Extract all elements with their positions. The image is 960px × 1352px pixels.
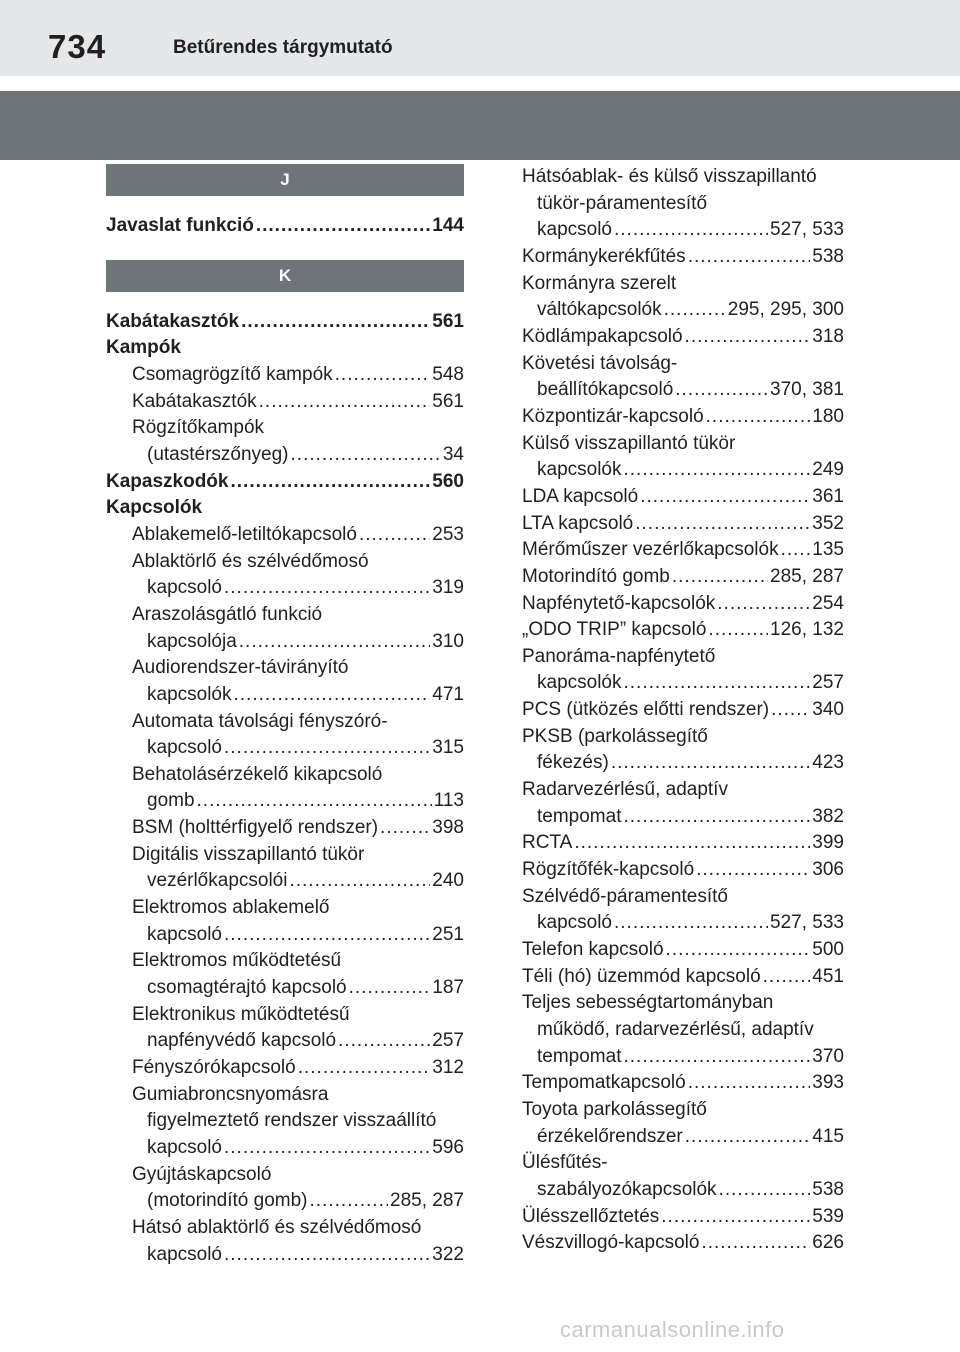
entry-text: (utastérszőnyeg) bbox=[147, 443, 289, 465]
index-entry bbox=[106, 335, 464, 362]
entry-text: Elektromos ablakemelő bbox=[132, 897, 330, 919]
entry-text: váltókapcsolók bbox=[537, 299, 662, 321]
index-entry bbox=[106, 549, 464, 602]
page-ref: 251 bbox=[432, 923, 464, 945]
entry-text: Elektromos működtetésű bbox=[132, 950, 342, 972]
page-ref: 240 bbox=[432, 870, 464, 892]
entry-text: Digitális visszapillantó tükör bbox=[132, 843, 365, 865]
page-ref: 312 bbox=[432, 1057, 464, 1079]
entry-text: Fényszórókapcsoló bbox=[132, 1057, 296, 1079]
page-ref: 527, 533 bbox=[770, 219, 844, 241]
index-column-right bbox=[522, 164, 844, 1257]
page-ref: 180 bbox=[812, 405, 844, 427]
index-entry bbox=[522, 1204, 844, 1231]
page-ref: 253 bbox=[432, 523, 464, 545]
page-ref: 561 bbox=[432, 390, 464, 412]
entry-text: Behatolásérzékelő kikapcsoló bbox=[132, 763, 383, 785]
page-ref: 538 bbox=[812, 1178, 844, 1200]
entry-text: Kabátakasztók bbox=[132, 390, 257, 412]
page-ref: 370 bbox=[812, 1045, 844, 1067]
page-title: Betűrendes tárgymutató bbox=[173, 37, 393, 58]
entry-text: kapcsoló bbox=[147, 577, 222, 599]
page-ref: 295, 295, 300 bbox=[727, 299, 844, 321]
index-entry bbox=[106, 709, 464, 762]
index-entry bbox=[106, 815, 464, 842]
index-entry bbox=[106, 1215, 464, 1268]
page-ref: 135 bbox=[812, 539, 844, 561]
index-entry bbox=[522, 351, 844, 404]
entry-text: Hátsóablak- és külső visszapillantó bbox=[522, 166, 817, 187]
entry-text: Kampók bbox=[106, 337, 181, 359]
index-column-left bbox=[106, 164, 464, 1268]
page-ref: 257 bbox=[432, 1030, 464, 1052]
entry-text: kapcsoló bbox=[537, 912, 612, 934]
entry-text: Toyota parkolássegítő bbox=[522, 1098, 707, 1120]
index-entry bbox=[522, 591, 844, 618]
entry-text: fékezés) bbox=[537, 752, 609, 774]
entry-text: PKSB (parkolássegítő bbox=[522, 725, 708, 747]
page-ref: 113 bbox=[433, 790, 464, 812]
index-entry bbox=[522, 484, 844, 511]
index-entry bbox=[106, 469, 464, 496]
watermark: carmanualsonline.info bbox=[560, 1317, 785, 1342]
entry-text: Kapaszkodók bbox=[106, 470, 229, 492]
entry-text: figyelmeztető rendszer visszaállító bbox=[147, 1110, 437, 1132]
entry-text: (motorindító gomb) bbox=[147, 1190, 308, 1212]
entry-text: Rögzítőfék-kapcsoló bbox=[522, 859, 695, 881]
index-entry bbox=[522, 644, 844, 697]
index-entry bbox=[522, 244, 844, 271]
page-ref: 560 bbox=[432, 470, 464, 492]
page-ref: 249 bbox=[812, 459, 844, 481]
page-ref: 322 bbox=[432, 1243, 464, 1265]
page-ref: 471 bbox=[432, 683, 464, 705]
entry-text: kapcsolók bbox=[537, 672, 622, 694]
entry-text: LTA kapcsoló bbox=[522, 512, 634, 534]
index-entry: Kabátakasztók ..... 561 bbox=[106, 309, 464, 336]
entry-text: Kormányra szerelt bbox=[522, 272, 677, 294]
page-ref: 451 bbox=[812, 965, 844, 987]
page-ref: 423 bbox=[812, 752, 844, 774]
page-ref: 399 bbox=[812, 832, 844, 854]
entry-text: Külső visszapillantó tükör bbox=[522, 432, 736, 454]
page-ref: 306 bbox=[812, 859, 844, 881]
entry-text: Teljes sebességtartományban bbox=[522, 992, 774, 1014]
index-entry bbox=[106, 602, 464, 655]
page-ref: 319 bbox=[432, 577, 464, 599]
entry-text: LDA kapcsoló bbox=[522, 485, 639, 507]
index-entry bbox=[522, 964, 844, 991]
page-ref: 398 bbox=[432, 817, 464, 839]
index-entry bbox=[106, 495, 464, 522]
entry-text: kapcsolója bbox=[147, 630, 237, 652]
page-ref: 538 bbox=[812, 245, 844, 267]
entry-text: Tempomatkapcsoló bbox=[522, 1072, 686, 1094]
entry-text: kapcsoló bbox=[537, 219, 612, 241]
entry-text: BSM (holttérfigyelő rendszer) bbox=[132, 817, 379, 839]
entry-text: Ülésszellőztetés bbox=[522, 1205, 660, 1227]
index-entry bbox=[106, 389, 464, 416]
entry-text: Csomagrögzítő kampók bbox=[132, 363, 333, 385]
page-ref: 187 bbox=[432, 977, 464, 999]
entry-text: kapcsolók bbox=[147, 683, 232, 705]
entry-text: vezérlőkapcsolói bbox=[147, 870, 288, 892]
entry-text: Napfénytető-kapcsolók bbox=[522, 592, 716, 614]
page-ref: 254 bbox=[812, 592, 844, 614]
entry-text: gomb bbox=[147, 790, 195, 812]
index-entry bbox=[106, 948, 464, 1001]
page-ref: 315 bbox=[432, 737, 464, 759]
page-ref: 285, 287 bbox=[770, 565, 844, 587]
index-entry bbox=[106, 842, 464, 895]
index-entry bbox=[522, 884, 844, 937]
index-entry bbox=[522, 511, 844, 538]
index-entry bbox=[522, 830, 844, 857]
index-entry bbox=[522, 1097, 844, 1150]
entry-text: csomagtérajtó kapcsoló bbox=[147, 977, 347, 999]
index-entry bbox=[522, 324, 844, 351]
section-header-j: J bbox=[106, 164, 464, 196]
page-ref: 340 bbox=[812, 699, 844, 721]
index-entry bbox=[106, 895, 464, 948]
entry-text: Motorindító gomb bbox=[522, 565, 670, 587]
page-ref: 285, 287 bbox=[390, 1190, 464, 1212]
entry-text: Vészvillogó-kapcsoló bbox=[522, 1232, 700, 1254]
index-entry bbox=[106, 1002, 464, 1055]
index-entry bbox=[522, 271, 844, 324]
page-ref: 548 bbox=[432, 363, 464, 385]
page-ref: 361 bbox=[812, 485, 844, 507]
index-entry bbox=[522, 857, 844, 884]
header-band bbox=[0, 91, 960, 160]
entry-text: működő, radarvezérlésű, adaptív bbox=[537, 1019, 814, 1040]
entry-text: Rögzítőkampók bbox=[132, 417, 265, 439]
index-entry bbox=[106, 1055, 464, 1082]
entry-text: tükör-páramentesítő bbox=[537, 192, 708, 214]
page-ref: 500 bbox=[812, 939, 844, 961]
index-entry bbox=[522, 431, 844, 484]
entry-text: szabályozókapcsolók bbox=[537, 1178, 717, 1200]
entry-text: tempomat bbox=[537, 1045, 622, 1067]
page-number: 734 bbox=[48, 28, 107, 65]
entry-text: Telefon kapcsoló bbox=[522, 939, 664, 961]
entry-text: napfényvédő kapcsoló bbox=[147, 1030, 337, 1052]
index-entry bbox=[522, 1150, 844, 1203]
page-ref: 370, 381 bbox=[770, 379, 844, 401]
entry-text: kapcsoló bbox=[147, 1137, 222, 1158]
entry-text: beállítókapcsoló bbox=[537, 379, 674, 401]
entry-text: Ülésfűtés- bbox=[522, 1152, 608, 1174]
page-ref: 126, 132 bbox=[770, 619, 844, 641]
entry-text: Ablaktörlő és szélvédőmosó bbox=[132, 550, 369, 572]
index-entry bbox=[522, 617, 844, 644]
index-entry bbox=[106, 362, 464, 389]
page-ref: 626 bbox=[812, 1232, 844, 1254]
index-entry bbox=[106, 415, 464, 468]
entry-text: kapcsoló bbox=[147, 737, 222, 759]
entry-text: Radarvezérlésű, adaptív bbox=[522, 779, 728, 801]
entry-text: Hátsó ablaktörlő és szélvédőmosó bbox=[132, 1216, 422, 1238]
entry-text: kapcsoló bbox=[147, 923, 222, 945]
index-entry bbox=[106, 522, 464, 549]
index-entry: Javaslat funkció ..... 144 bbox=[106, 213, 464, 240]
index-entry bbox=[522, 937, 844, 964]
page-ref: 539 bbox=[812, 1205, 844, 1227]
index-entry bbox=[106, 1082, 464, 1162]
index-list-left bbox=[106, 335, 464, 1268]
page-ref: 596 bbox=[432, 1137, 464, 1158]
entry-text: tempomat bbox=[537, 805, 622, 827]
entry-text: Panoráma-napfénytető bbox=[522, 645, 716, 667]
entry-text: Szélvédő-páramentesítő bbox=[522, 885, 728, 907]
page-ref: 527, 533 bbox=[770, 912, 844, 934]
entry-text: Elektronikus működtetésű bbox=[132, 1003, 350, 1025]
page-ref: 415 bbox=[812, 1125, 844, 1147]
entry-text: kapcsoló bbox=[147, 1243, 222, 1265]
index-entry bbox=[522, 537, 844, 564]
index-entry bbox=[106, 1162, 464, 1215]
entry-text: Mérőműszer vezérlőkapcsolók bbox=[522, 539, 779, 561]
page-ref: 257 bbox=[812, 672, 844, 694]
entry-text: PCS (ütközés előtti rendszer) bbox=[522, 699, 770, 721]
index-entry bbox=[106, 762, 464, 815]
index-entry bbox=[522, 164, 844, 244]
entry-text: Araszolásgátló funkció bbox=[132, 603, 323, 625]
index-entry bbox=[106, 655, 464, 708]
entry-text: „ODO TRIP” kapcsoló bbox=[522, 619, 707, 641]
entry-text: Kormánykerékfűtés bbox=[522, 245, 686, 267]
page-ref: 382 bbox=[812, 805, 844, 827]
entry-text: Gyújtáskapcsoló bbox=[132, 1163, 272, 1185]
entry-text: Követési távolság- bbox=[522, 352, 678, 374]
entry-text: Ködlámpakapcsoló bbox=[522, 325, 683, 347]
entry-text: kapcsolók bbox=[537, 459, 622, 481]
entry-text: RCTA bbox=[522, 832, 573, 854]
entry-text: Audiorendszer-távirányító bbox=[132, 657, 349, 679]
entry-text: Ablakemelő-letiltókapcsoló bbox=[132, 523, 357, 545]
index-entry bbox=[522, 777, 844, 830]
index-entry bbox=[522, 697, 844, 724]
entry-text: Automata távolsági fényszóró- bbox=[132, 710, 388, 732]
entry-text: Gumiabroncsnyomásra bbox=[132, 1083, 329, 1105]
index-entry bbox=[522, 1070, 844, 1097]
index-entry bbox=[522, 404, 844, 431]
entry-text: érzékelőrendszer bbox=[537, 1125, 683, 1147]
entry-text: Téli (hó) üzemmód kapcsoló bbox=[522, 965, 761, 987]
index-entry bbox=[522, 564, 844, 591]
page-ref: 310 bbox=[432, 630, 464, 652]
page-ref: 318 bbox=[812, 325, 844, 347]
entry-text: Központizár-kapcsoló bbox=[522, 405, 704, 427]
header-bar bbox=[0, 0, 960, 76]
entry-text: Kapcsolók bbox=[106, 497, 203, 519]
index-entry bbox=[522, 724, 844, 777]
section-header-k: K bbox=[106, 260, 464, 292]
index-entry bbox=[522, 990, 844, 1070]
index-entry bbox=[522, 1230, 844, 1257]
page-ref: 393 bbox=[812, 1072, 844, 1094]
page-ref: 352 bbox=[812, 512, 844, 534]
page-ref: 34 bbox=[442, 443, 464, 465]
